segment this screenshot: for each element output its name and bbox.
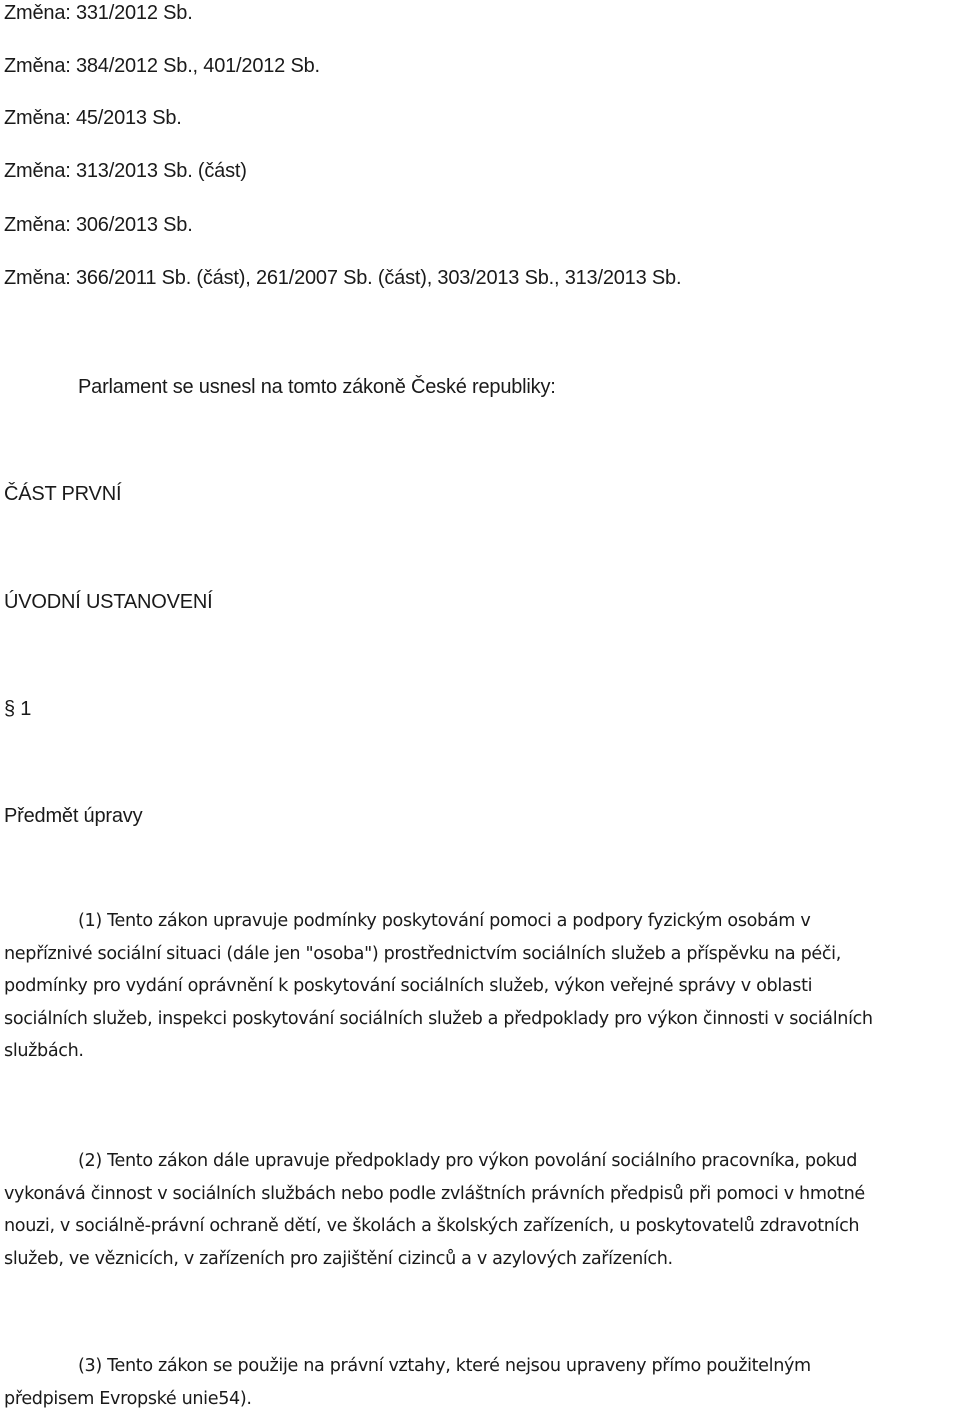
section-number: § 1 bbox=[4, 698, 32, 720]
amendment-line: Změna: 331/2012 Sb. bbox=[4, 2, 193, 24]
paragraph-line: službách. bbox=[4, 1041, 84, 1062]
preamble: Parlament se usnesl na tomto zákoně České republiky: bbox=[78, 376, 556, 398]
part-subtitle: ÚVODNÍ USTANOVENÍ bbox=[4, 591, 213, 613]
paragraph-line: předpisem Evropské unie54). bbox=[4, 1388, 252, 1409]
paragraph-line: sociálních služeb, inspekci poskytování sociálních služeb a předpoklady pro výkon činnosti v sociálních bbox=[4, 1008, 873, 1029]
paragraph-line: vykonává činnost v sociálních službách nebo podle zvláštních právních předpisů při pomoci v hmotné bbox=[4, 1183, 865, 1204]
amendment-line: Změna: 306/2013 Sb. bbox=[4, 214, 193, 236]
paragraph-2 bbox=[4, 1145, 960, 1275]
paragraph-line: služeb, ve věznicích, v zařízeních pro zajištění cizinců a v azylových zařízeních. bbox=[4, 1248, 673, 1269]
amendment-line: Změna: 45/2013 Sb. bbox=[4, 107, 182, 129]
amendment-line: Změna: 366/2011 Sb. (část), 261/2007 Sb. (část), 303/2013 Sb., 313/2013 Sb. bbox=[4, 267, 682, 289]
amendment-line: Změna: 313/2013 Sb. (část) bbox=[4, 160, 247, 182]
paragraph-line: (2) Tento zákon dále upravuje předpoklady pro výkon povolání sociálního pracovníka, pokud bbox=[78, 1151, 858, 1171]
paragraph-line: (1) Tento zákon upravuje podmínky poskytování pomoci a podpory fyzickým osobám v bbox=[78, 911, 811, 931]
paragraph-line: (3) Tento zákon se použije na právní vztahy, které nejsou upraveny přímo použitelným bbox=[78, 1356, 811, 1376]
section-title: Předmět úpravy bbox=[4, 805, 143, 827]
paragraph-3 bbox=[4, 1350, 960, 1415]
paragraph-1 bbox=[4, 905, 960, 1068]
paragraph-line: nepříznivé sociální situaci (dále jen "osoba") prostřednictvím sociálních služeb a příspěvku na péči, bbox=[4, 943, 841, 964]
part-title: ČÁST PRVNÍ bbox=[4, 483, 122, 505]
paragraph-line: podmínky pro vydání oprávnění k poskytování sociálních služeb, výkon veřejné správy v oblasti bbox=[4, 976, 813, 997]
paragraph-line: nouzi, v sociálně-právní ochraně dětí, ve školách a školských zařízeních, u poskytovatelů zdravotních bbox=[4, 1216, 860, 1237]
amendment-line: Změna: 384/2012 Sb., 401/2012 Sb. bbox=[4, 55, 320, 77]
